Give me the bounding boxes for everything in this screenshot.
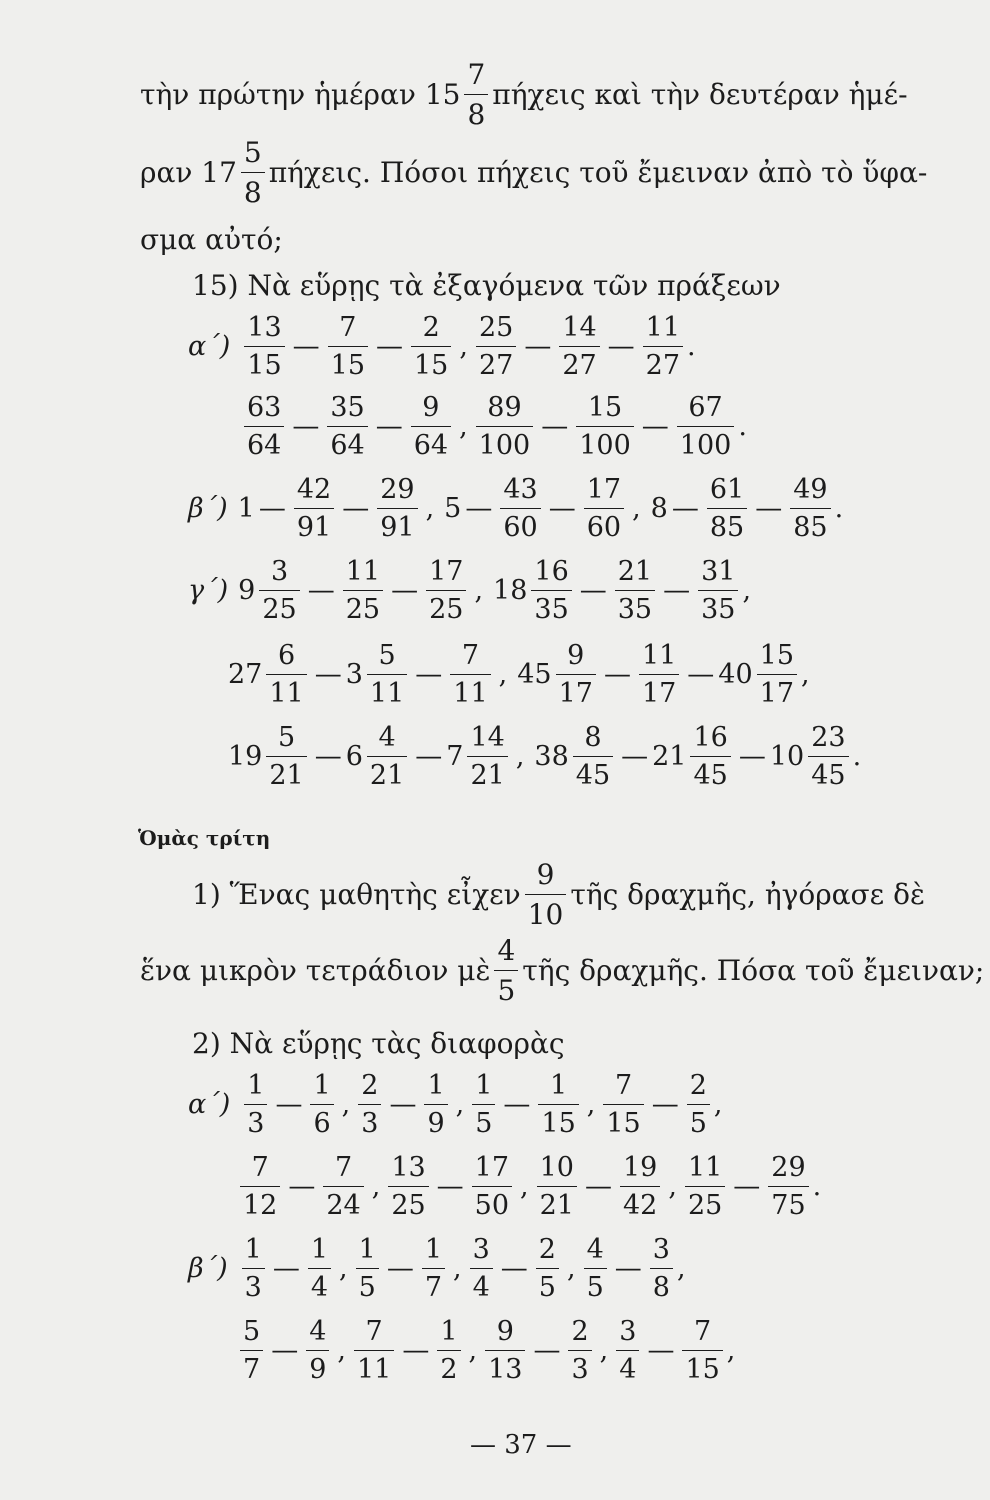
numerator: 17 bbox=[474, 1152, 510, 1183]
numerator: 9 bbox=[422, 392, 440, 423]
numerator: 9 bbox=[536, 858, 555, 891]
fraction bbox=[768, 1152, 808, 1221]
numerator: 5 bbox=[277, 722, 296, 753]
denominator: 5 bbox=[687, 1104, 710, 1139]
fraction bbox=[327, 392, 367, 461]
fraction bbox=[525, 858, 567, 931]
numerator: 5 bbox=[243, 1316, 261, 1347]
numerator: 63 bbox=[247, 392, 282, 423]
label-beta: β΄) bbox=[188, 1253, 228, 1284]
denominator: 3 bbox=[358, 1104, 381, 1139]
fraction bbox=[494, 934, 518, 1007]
numerator: 7 bbox=[334, 1152, 353, 1183]
fraction bbox=[240, 1152, 280, 1221]
fraction bbox=[266, 640, 306, 709]
denominator: 21 bbox=[367, 756, 407, 791]
numerator: 2 bbox=[571, 1316, 589, 1347]
numerator: 35 bbox=[330, 392, 365, 423]
denominator: 4 bbox=[470, 1268, 493, 1303]
denominator: 25 bbox=[426, 590, 466, 625]
denominator: 25 bbox=[259, 590, 299, 625]
denominator: 60 bbox=[500, 508, 540, 543]
numerator: 1 bbox=[313, 1070, 331, 1101]
numerator: 1 bbox=[475, 1070, 493, 1101]
fraction bbox=[343, 556, 383, 625]
denominator: 3 bbox=[244, 1104, 267, 1139]
fraction bbox=[500, 474, 540, 543]
fraction bbox=[367, 640, 407, 709]
denominator: 42 bbox=[620, 1186, 660, 1221]
denominator: 2 bbox=[437, 1350, 460, 1385]
problem-1-line-2 bbox=[140, 934, 984, 1007]
denominator: 4 bbox=[308, 1268, 331, 1303]
fraction bbox=[568, 1316, 591, 1385]
numerator: 4 bbox=[378, 722, 396, 753]
numerator: 29 bbox=[771, 1152, 806, 1183]
fraction bbox=[698, 556, 738, 625]
numerator: 6 bbox=[277, 640, 296, 671]
denominator: 15 bbox=[603, 1104, 643, 1139]
denominator: 45 bbox=[808, 756, 848, 791]
denominator: 91 bbox=[294, 508, 334, 543]
fraction bbox=[244, 312, 284, 381]
numerator: 2 bbox=[538, 1234, 556, 1265]
numerator: 7 bbox=[339, 312, 357, 343]
denominator: 4 bbox=[616, 1350, 639, 1385]
page-number: — 37 — bbox=[470, 1430, 572, 1460]
numerator: 13 bbox=[391, 1152, 426, 1183]
numerator: 67 bbox=[688, 392, 723, 423]
whole-number: 6 bbox=[345, 741, 363, 772]
fraction bbox=[620, 1152, 660, 1221]
fraction bbox=[241, 136, 265, 209]
numerator: 16 bbox=[534, 556, 569, 587]
numerator: 17 bbox=[586, 474, 622, 505]
denominator: 3 bbox=[568, 1350, 591, 1385]
label-beta: β΄) bbox=[188, 493, 228, 524]
fraction bbox=[422, 1234, 445, 1303]
ex15-row-1: α΄) $\frac{13}{15}$ — $\frac{7}{15}$ — $\frac{2}{15}$ , $\frac{25}{27}$ — $\frac{14}{27}$ — $\frac{11}{27}$ . bbox=[188, 312, 696, 381]
numerator: 7 bbox=[461, 640, 480, 671]
fraction bbox=[388, 1152, 428, 1221]
numerator: 61 bbox=[709, 474, 745, 505]
denominator: 5 bbox=[584, 1268, 607, 1303]
denominator: 24 bbox=[323, 1186, 363, 1221]
denominator: 17 bbox=[556, 674, 596, 709]
ex2-row-2: $\frac{7}{12}$ — $\frac{7}{24}$ , $\frac{13}{25}$ — $\frac{17}{50}$ , $\frac{10}{21}$ — $\frac{19}{42}$ , $\frac{11}{25}$ — $\frac{29}{75}$ . bbox=[236, 1152, 821, 1221]
denominator: 25 bbox=[388, 1186, 428, 1221]
fraction bbox=[573, 722, 613, 791]
numerator: 4 bbox=[497, 934, 516, 967]
fraction bbox=[472, 1070, 495, 1139]
fraction bbox=[411, 312, 451, 381]
ex2-row-1: α΄) $\frac{1}{3}$ — $\frac{1}{6}$ , $\frac{2}{3}$ — $\frac{1}{9}$ , $\frac{1}{5}$ — $\frac{1}{15}$ , $\frac{7}{15}$ — $\frac{2}{5}$ , bbox=[188, 1070, 723, 1139]
denominator: 27 bbox=[476, 346, 516, 381]
label-alpha: α΄) bbox=[188, 1089, 231, 1120]
numerator: 17 bbox=[429, 556, 464, 587]
whole-number: 45 bbox=[517, 659, 552, 690]
section-title: Ὁμὰς τρίτη bbox=[138, 826, 271, 850]
fraction bbox=[240, 1316, 263, 1385]
intro-line-2 bbox=[140, 136, 927, 209]
denominator: 7 bbox=[422, 1268, 445, 1303]
fraction bbox=[537, 1152, 577, 1221]
fraction bbox=[354, 1316, 394, 1385]
fraction bbox=[677, 392, 735, 461]
numerator: 19 bbox=[622, 1152, 658, 1183]
ex15-row-6: 19 $\frac{5}{21}$ — 6 $\frac{4}{21}$ — 7 $\frac{14}{21}$ , 38 $\frac{8}{45}$ — 21 $\frac{16}{45}$ — 10 $\frac{23}{45}$ . bbox=[228, 722, 862, 791]
denominator: 50 bbox=[472, 1186, 512, 1221]
denominator: 25 bbox=[685, 1186, 725, 1221]
intro-text: τὴν πρώτην ἡμέραν 15 bbox=[140, 78, 461, 111]
numerator: 7 bbox=[251, 1152, 269, 1183]
denominator: 45 bbox=[690, 756, 730, 791]
denominator: 85 bbox=[707, 508, 747, 543]
fraction bbox=[358, 1070, 381, 1139]
denominator: 5 bbox=[536, 1268, 559, 1303]
whole-number: 18 bbox=[493, 575, 528, 606]
denominator: 35 bbox=[531, 590, 571, 625]
numerator: 9 bbox=[567, 640, 585, 671]
problem-1-line-1 bbox=[192, 858, 925, 931]
numerator: 11 bbox=[687, 1152, 723, 1183]
numerator: 7 bbox=[365, 1316, 383, 1347]
numerator: 1 bbox=[244, 1234, 262, 1265]
whole-number: 10 bbox=[769, 741, 805, 772]
fraction bbox=[685, 1152, 725, 1221]
fraction bbox=[808, 722, 848, 791]
fraction bbox=[603, 1070, 643, 1139]
fraction bbox=[244, 392, 284, 461]
fraction bbox=[467, 722, 507, 791]
numerator: 23 bbox=[811, 722, 846, 753]
whole-number: 5 bbox=[444, 493, 462, 524]
fraction bbox=[615, 556, 655, 625]
denominator: 8 bbox=[464, 94, 488, 131]
denominator: 17 bbox=[757, 674, 797, 709]
intro-line-1 bbox=[140, 58, 908, 131]
numerator: 5 bbox=[243, 136, 262, 169]
denominator: 15 bbox=[538, 1104, 578, 1139]
fraction bbox=[472, 1152, 512, 1221]
whole-number: 8 bbox=[650, 493, 668, 524]
numerator: 7 bbox=[467, 58, 486, 91]
numerator: 1 bbox=[247, 1070, 265, 1101]
fraction bbox=[757, 640, 797, 709]
fraction bbox=[470, 1234, 493, 1303]
numerator: 11 bbox=[645, 312, 681, 343]
denominator: 5 bbox=[494, 970, 518, 1007]
fraction bbox=[531, 556, 571, 625]
fraction bbox=[616, 1316, 639, 1385]
numerator: 3 bbox=[270, 556, 289, 587]
whole-number: 19 bbox=[228, 741, 263, 772]
fraction bbox=[584, 474, 624, 543]
denominator: 21 bbox=[467, 756, 507, 791]
fraction bbox=[538, 1070, 578, 1139]
fraction bbox=[426, 556, 466, 625]
numerator: 1 bbox=[310, 1234, 329, 1265]
denominator: 64 bbox=[411, 426, 451, 461]
denominator: 17 bbox=[639, 674, 679, 709]
denominator: 25 bbox=[343, 590, 383, 625]
whole-number: 27 bbox=[228, 659, 263, 690]
denominator: 91 bbox=[377, 508, 417, 543]
denominator: 5 bbox=[356, 1268, 379, 1303]
fraction bbox=[367, 722, 407, 791]
numerator: 14 bbox=[562, 312, 597, 343]
numerator: 2 bbox=[422, 312, 440, 343]
numerator: 8 bbox=[584, 722, 602, 753]
problem-text: τῆς δραχμῆς, ἠγόρασε δὲ bbox=[570, 878, 925, 911]
denominator: 35 bbox=[698, 590, 738, 625]
denominator: 9 bbox=[306, 1350, 329, 1385]
numerator: 15 bbox=[759, 640, 795, 671]
ex15-row-4: γ΄) 9 $\frac{3}{25}$ — $\frac{11}{25}$ — $\frac{17}{25}$ , 18 $\frac{16}{35}$ — $\frac{21}{35}$ — $\frac{31}{35}$ , bbox=[188, 556, 752, 625]
problem-text: τῆς δραχμῆς. Πόσα τοῦ ἔμειναν; bbox=[522, 954, 985, 987]
fraction bbox=[266, 722, 306, 791]
fraction bbox=[259, 556, 299, 625]
denominator: 12 bbox=[240, 1186, 280, 1221]
numerator: 4 bbox=[309, 1316, 327, 1347]
denominator: 11 bbox=[450, 674, 490, 709]
numerator: 13 bbox=[247, 312, 282, 343]
numerator: 11 bbox=[641, 640, 677, 671]
fraction bbox=[682, 1316, 722, 1385]
denominator: 27 bbox=[643, 346, 683, 381]
numerator: 1 bbox=[549, 1070, 568, 1101]
numerator: 9 bbox=[496, 1316, 514, 1347]
numerator: 16 bbox=[693, 722, 728, 753]
fraction bbox=[328, 312, 368, 381]
denominator: 100 bbox=[677, 426, 735, 461]
ex2-row-4: $\frac{5}{7}$ — $\frac{4}{9}$ , $\frac{7}{11}$ — $\frac{1}{2}$ , $\frac{9}{13}$ — $\frac{2}{3}$ , $\frac{3}{4}$ — $\frac{7}{15}$ , bbox=[236, 1316, 735, 1385]
numerator: 10 bbox=[539, 1152, 574, 1183]
fraction bbox=[584, 1234, 607, 1303]
fraction bbox=[707, 474, 747, 543]
denominator: 15 bbox=[244, 346, 284, 381]
numerator: 1 bbox=[427, 1070, 445, 1101]
numerator: 89 bbox=[487, 392, 522, 423]
fraction bbox=[476, 392, 534, 461]
numerator: 7 bbox=[694, 1316, 712, 1347]
denominator: 64 bbox=[327, 426, 367, 461]
numerator: 3 bbox=[652, 1234, 670, 1265]
fraction bbox=[242, 1234, 265, 1303]
denominator: 15 bbox=[328, 346, 368, 381]
denominator: 100 bbox=[576, 426, 634, 461]
fraction bbox=[294, 474, 334, 543]
denominator: 3 bbox=[242, 1268, 265, 1303]
numerator: 11 bbox=[345, 556, 381, 587]
fraction bbox=[559, 312, 599, 381]
numerator: 21 bbox=[617, 556, 653, 587]
denominator: 45 bbox=[573, 756, 613, 791]
denominator: 21 bbox=[537, 1186, 577, 1221]
ex15-row-3: β΄) 1 — $\frac{42}{91}$ — $\frac{29}{91}$ , 5 — $\frac{43}{60}$ — $\frac{17}{60}$ , 8 — $\frac{61}{85}$ — $\frac{49}{85}$ . bbox=[188, 474, 844, 543]
label-gamma: γ΄) bbox=[188, 575, 229, 606]
fraction bbox=[556, 640, 596, 709]
intro-text: ραν 17 bbox=[140, 156, 237, 189]
numerator: 43 bbox=[503, 474, 538, 505]
exercise-15-heading: 15) Νὰ εὕρῃς τὰ ἐξαγόμενα τῶν πράξεων bbox=[192, 269, 781, 302]
denominator: 35 bbox=[615, 590, 655, 625]
fraction bbox=[690, 722, 730, 791]
fraction bbox=[310, 1070, 333, 1139]
whole-number: 9 bbox=[238, 575, 256, 606]
fraction bbox=[308, 1234, 331, 1303]
fraction bbox=[687, 1070, 710, 1139]
denominator: 27 bbox=[559, 346, 599, 381]
denominator: 60 bbox=[584, 508, 624, 543]
denominator: 7 bbox=[240, 1350, 263, 1385]
denominator: 11 bbox=[354, 1350, 394, 1385]
fraction bbox=[411, 392, 451, 461]
fraction bbox=[643, 312, 683, 381]
fraction bbox=[437, 1316, 460, 1385]
numerator: 14 bbox=[470, 722, 505, 753]
fraction bbox=[424, 1070, 447, 1139]
denominator: 8 bbox=[241, 172, 265, 209]
fraction bbox=[639, 640, 679, 709]
label-alpha: α΄) bbox=[188, 331, 231, 362]
numerator: 3 bbox=[472, 1234, 490, 1265]
fraction bbox=[377, 474, 417, 543]
whole-number: 21 bbox=[652, 741, 687, 772]
denominator: 11 bbox=[266, 674, 306, 709]
fraction bbox=[244, 1070, 267, 1139]
fraction bbox=[485, 1316, 525, 1385]
ex15-row-5: 27 $\frac{6}{11}$ — 3 $\frac{5}{11}$ — $\frac{7}{11}$ , 45 $\frac{9}{17}$ — $\frac{11}{17}$ — 40 $\frac{15}{17}$ , bbox=[228, 640, 810, 709]
whole-number: 3 bbox=[345, 659, 363, 690]
fraction bbox=[450, 640, 490, 709]
fraction bbox=[323, 1152, 363, 1221]
fraction bbox=[356, 1234, 379, 1303]
whole-number: 1 bbox=[237, 493, 255, 524]
numerator: 3 bbox=[619, 1316, 637, 1347]
denominator: 6 bbox=[310, 1104, 333, 1139]
numerator: 25 bbox=[478, 312, 514, 343]
denominator: 10 bbox=[525, 894, 567, 931]
denominator: 13 bbox=[485, 1350, 525, 1385]
problem-text: ἕνα μικρὸν τετράδιον μὲ bbox=[140, 954, 491, 987]
numerator: 1 bbox=[440, 1316, 458, 1347]
denominator: 75 bbox=[768, 1186, 808, 1221]
denominator: 8 bbox=[650, 1268, 673, 1303]
denominator: 21 bbox=[266, 756, 306, 791]
whole-number: 40 bbox=[718, 659, 753, 690]
denominator: 15 bbox=[411, 346, 451, 381]
denominator: 64 bbox=[244, 426, 284, 461]
exercise-2-heading: 2) Νὰ εὕρῃς τὰς διαφορὰς bbox=[192, 1027, 565, 1060]
ex2-row-3: β΄) $\frac{1}{3}$ — $\frac{1}{4}$ , $\frac{1}{5}$ — $\frac{1}{7}$ , $\frac{3}{4}$ — $\frac{2}{5}$ , $\frac{4}{5}$ — $\frac{3}{8}$ , bbox=[188, 1234, 686, 1303]
numerator: 7 bbox=[614, 1070, 633, 1101]
denominator: 11 bbox=[367, 674, 407, 709]
fraction bbox=[536, 1234, 559, 1303]
problem-text: 1) Ἕνας μαθητὴς εἶχεν bbox=[192, 878, 521, 911]
denominator: 9 bbox=[424, 1104, 447, 1139]
fraction bbox=[476, 312, 516, 381]
denominator: 85 bbox=[790, 508, 830, 543]
denominator: 15 bbox=[682, 1350, 722, 1385]
numerator: 2 bbox=[689, 1070, 707, 1101]
numerator: 42 bbox=[296, 474, 332, 505]
intro-text: πήχεις. Πόσοι πήχεις τοῦ ἔμειναν ἀπὸ τὸ ὕφα- bbox=[268, 156, 928, 189]
fraction bbox=[464, 58, 488, 131]
numerator: 31 bbox=[701, 556, 736, 587]
fraction bbox=[306, 1316, 329, 1385]
denominator: 100 bbox=[476, 426, 534, 461]
fraction bbox=[790, 474, 830, 543]
numerator: 4 bbox=[586, 1234, 604, 1265]
numerator: 1 bbox=[424, 1234, 442, 1265]
ex15-row-2: $\frac{63}{64}$ — $\frac{35}{64}$ — $\frac{9}{64}$ , $\frac{89}{100}$ — $\frac{15}{100}$ — $\frac{67}{100}$ . bbox=[240, 392, 747, 461]
fraction bbox=[650, 1234, 673, 1303]
whole-number: 38 bbox=[534, 741, 569, 772]
fraction bbox=[576, 392, 634, 461]
denominator: 5 bbox=[472, 1104, 495, 1139]
numerator: 2 bbox=[361, 1070, 379, 1101]
intro-text: πήχεις καὶ τὴν δευτέραν ἡμέ- bbox=[492, 78, 908, 111]
intro-line-3: σμα αὐτό; bbox=[140, 223, 283, 256]
numerator: 1 bbox=[358, 1234, 376, 1265]
numerator: 15 bbox=[587, 392, 623, 423]
numerator: 49 bbox=[793, 474, 828, 505]
numerator: 29 bbox=[380, 474, 415, 505]
numerator: 5 bbox=[378, 640, 396, 671]
whole-number: 7 bbox=[446, 741, 464, 772]
